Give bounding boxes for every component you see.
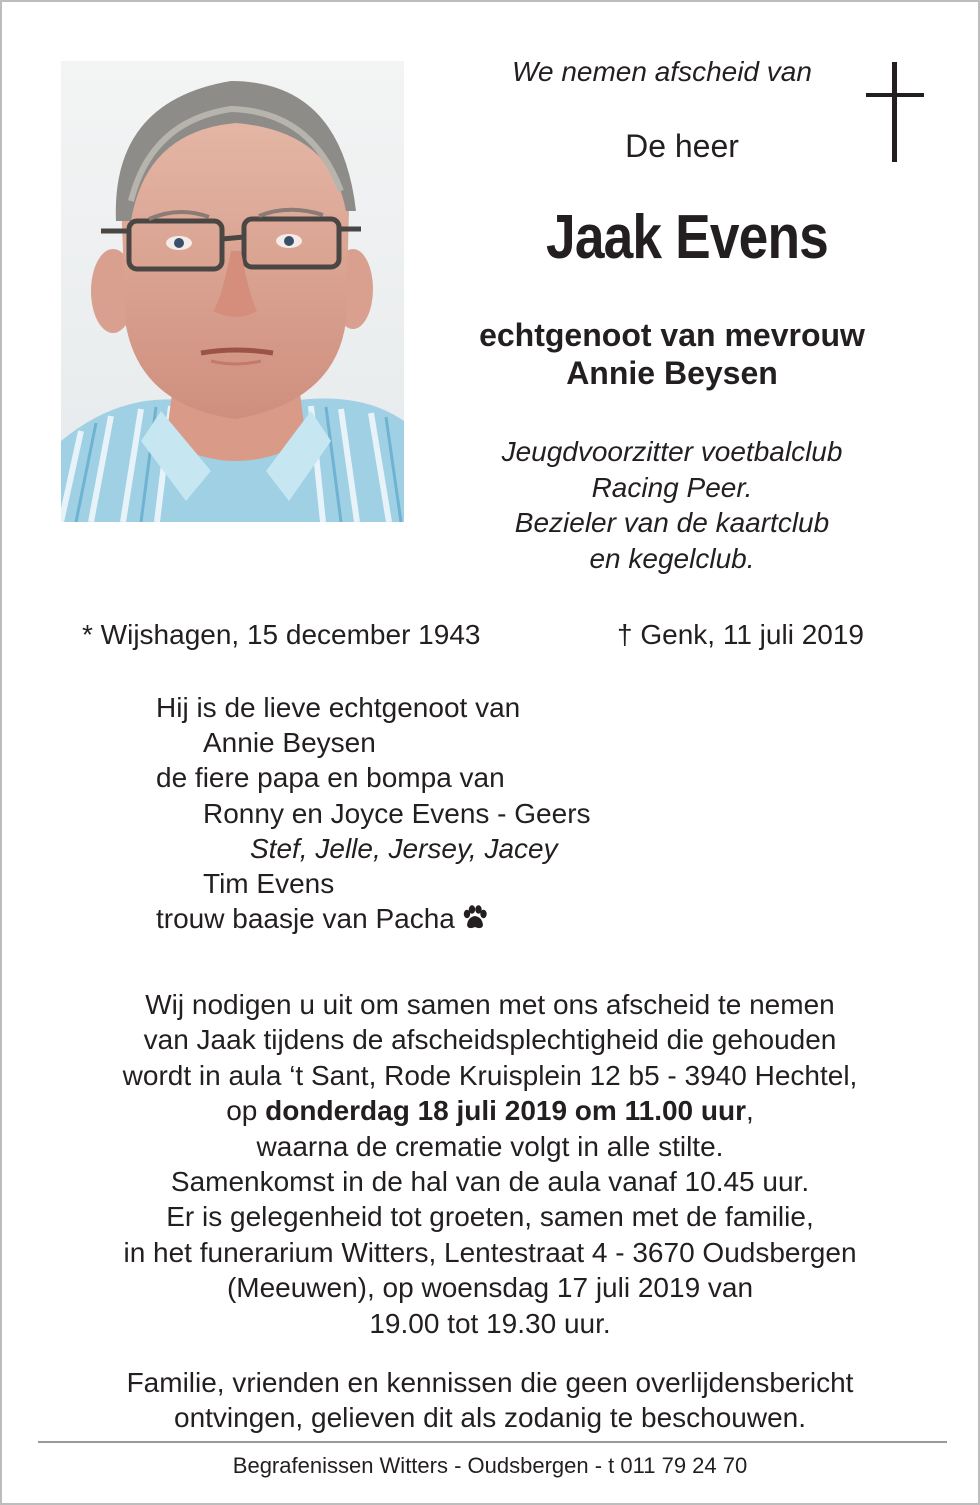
death-date: † Genk, 11 juli 2019 — [617, 619, 864, 650]
invite-line-7: Er is gelegenheid tot groeten, samen met de familie, — [166, 1201, 814, 1233]
family-line-2: Annie Beysen — [203, 727, 376, 759]
invite-line-10: 19.00 tot 19.30 uur. — [369, 1307, 611, 1339]
role-line-2: Racing Peer. — [591, 471, 753, 503]
invite-line-8: in het funerarium Witters, Lentestraat 4 - 3670 Oudsbergen — [123, 1236, 857, 1268]
role-line-4: en kegelclub. — [589, 542, 755, 574]
family-block — [156, 690, 591, 939]
family-line-1: Hij is de lieve echtgenoot van — [156, 692, 521, 723]
invite-line-9: (Meeuwen), op woensdag 17 juli 2019 van — [226, 1272, 754, 1304]
portrait-photo — [61, 61, 404, 522]
ceremony-datetime: donderdag 18 juli 2019 om 11.00 uur — [265, 1095, 746, 1127]
invitation-block — [42, 987, 938, 1341]
family-line-5: Stef, Jelle, Jersey, Jacey — [250, 832, 558, 864]
role-line-3: Bezieler van de kaartclub — [514, 507, 830, 538]
ceremony-suffix: , — [746, 1095, 754, 1127]
spouse-line-2: Annie Beysen — [566, 355, 778, 391]
family-line-6: Tim Evens — [203, 868, 335, 900]
invite-line-1: Wij nodigen u uit om samen met ons afscheid te nemen — [145, 989, 835, 1020]
notice-line-2: ontvingen, gelieven dit als zodanig te beschouwen. — [174, 1402, 806, 1434]
family-line-7 — [156, 901, 591, 939]
pet-text: trouw baasje van Pacha — [156, 903, 455, 935]
deceased-name: Jaak Evens — [546, 203, 828, 272]
notice-block — [42, 1365, 938, 1436]
intro-text: We nemen afscheid van — [512, 56, 812, 87]
honorific: De heer — [625, 128, 739, 164]
invite-line-2: van Jaak tijdens de afscheidsplechtigheid die gehouden — [143, 1024, 837, 1056]
paw-icon — [461, 904, 489, 939]
ceremony-prefix: op — [226, 1095, 266, 1127]
invite-line-5: waarna de crematie volgt in alle stilte. — [256, 1130, 724, 1162]
spouse-block — [442, 316, 902, 392]
invite-line-4 — [42, 1093, 938, 1128]
family-line-3: de fiere papa en bompa van — [156, 762, 505, 794]
role-line-1: Jeugdvoorzitter voetbalclub — [501, 436, 843, 467]
family-line-4: Ronny en Joyce Evens - Geers — [203, 797, 591, 829]
notice-line-1: Familie, vrienden en kennissen die geen overlijdensbericht — [126, 1367, 854, 1398]
invite-line-3: wordt in aula ‘t Sant, Rode Kruisplein 12 b5 - 3940 Hechtel, — [122, 1059, 858, 1091]
spouse-line-1: echtgenoot van mevrouw — [479, 317, 865, 353]
invite-line-6: Samenkomst in de hal van de aula vanaf 10.45 uur. — [170, 1166, 810, 1198]
footer-divider — [38, 1441, 947, 1443]
roles-block — [442, 434, 902, 576]
funeral-home-footer: Begrafenissen Witters - Oudsbergen - t 011 79 24 70 — [232, 1453, 748, 1478]
birth-date: * Wijshagen, 15 december 1943 — [82, 619, 481, 650]
